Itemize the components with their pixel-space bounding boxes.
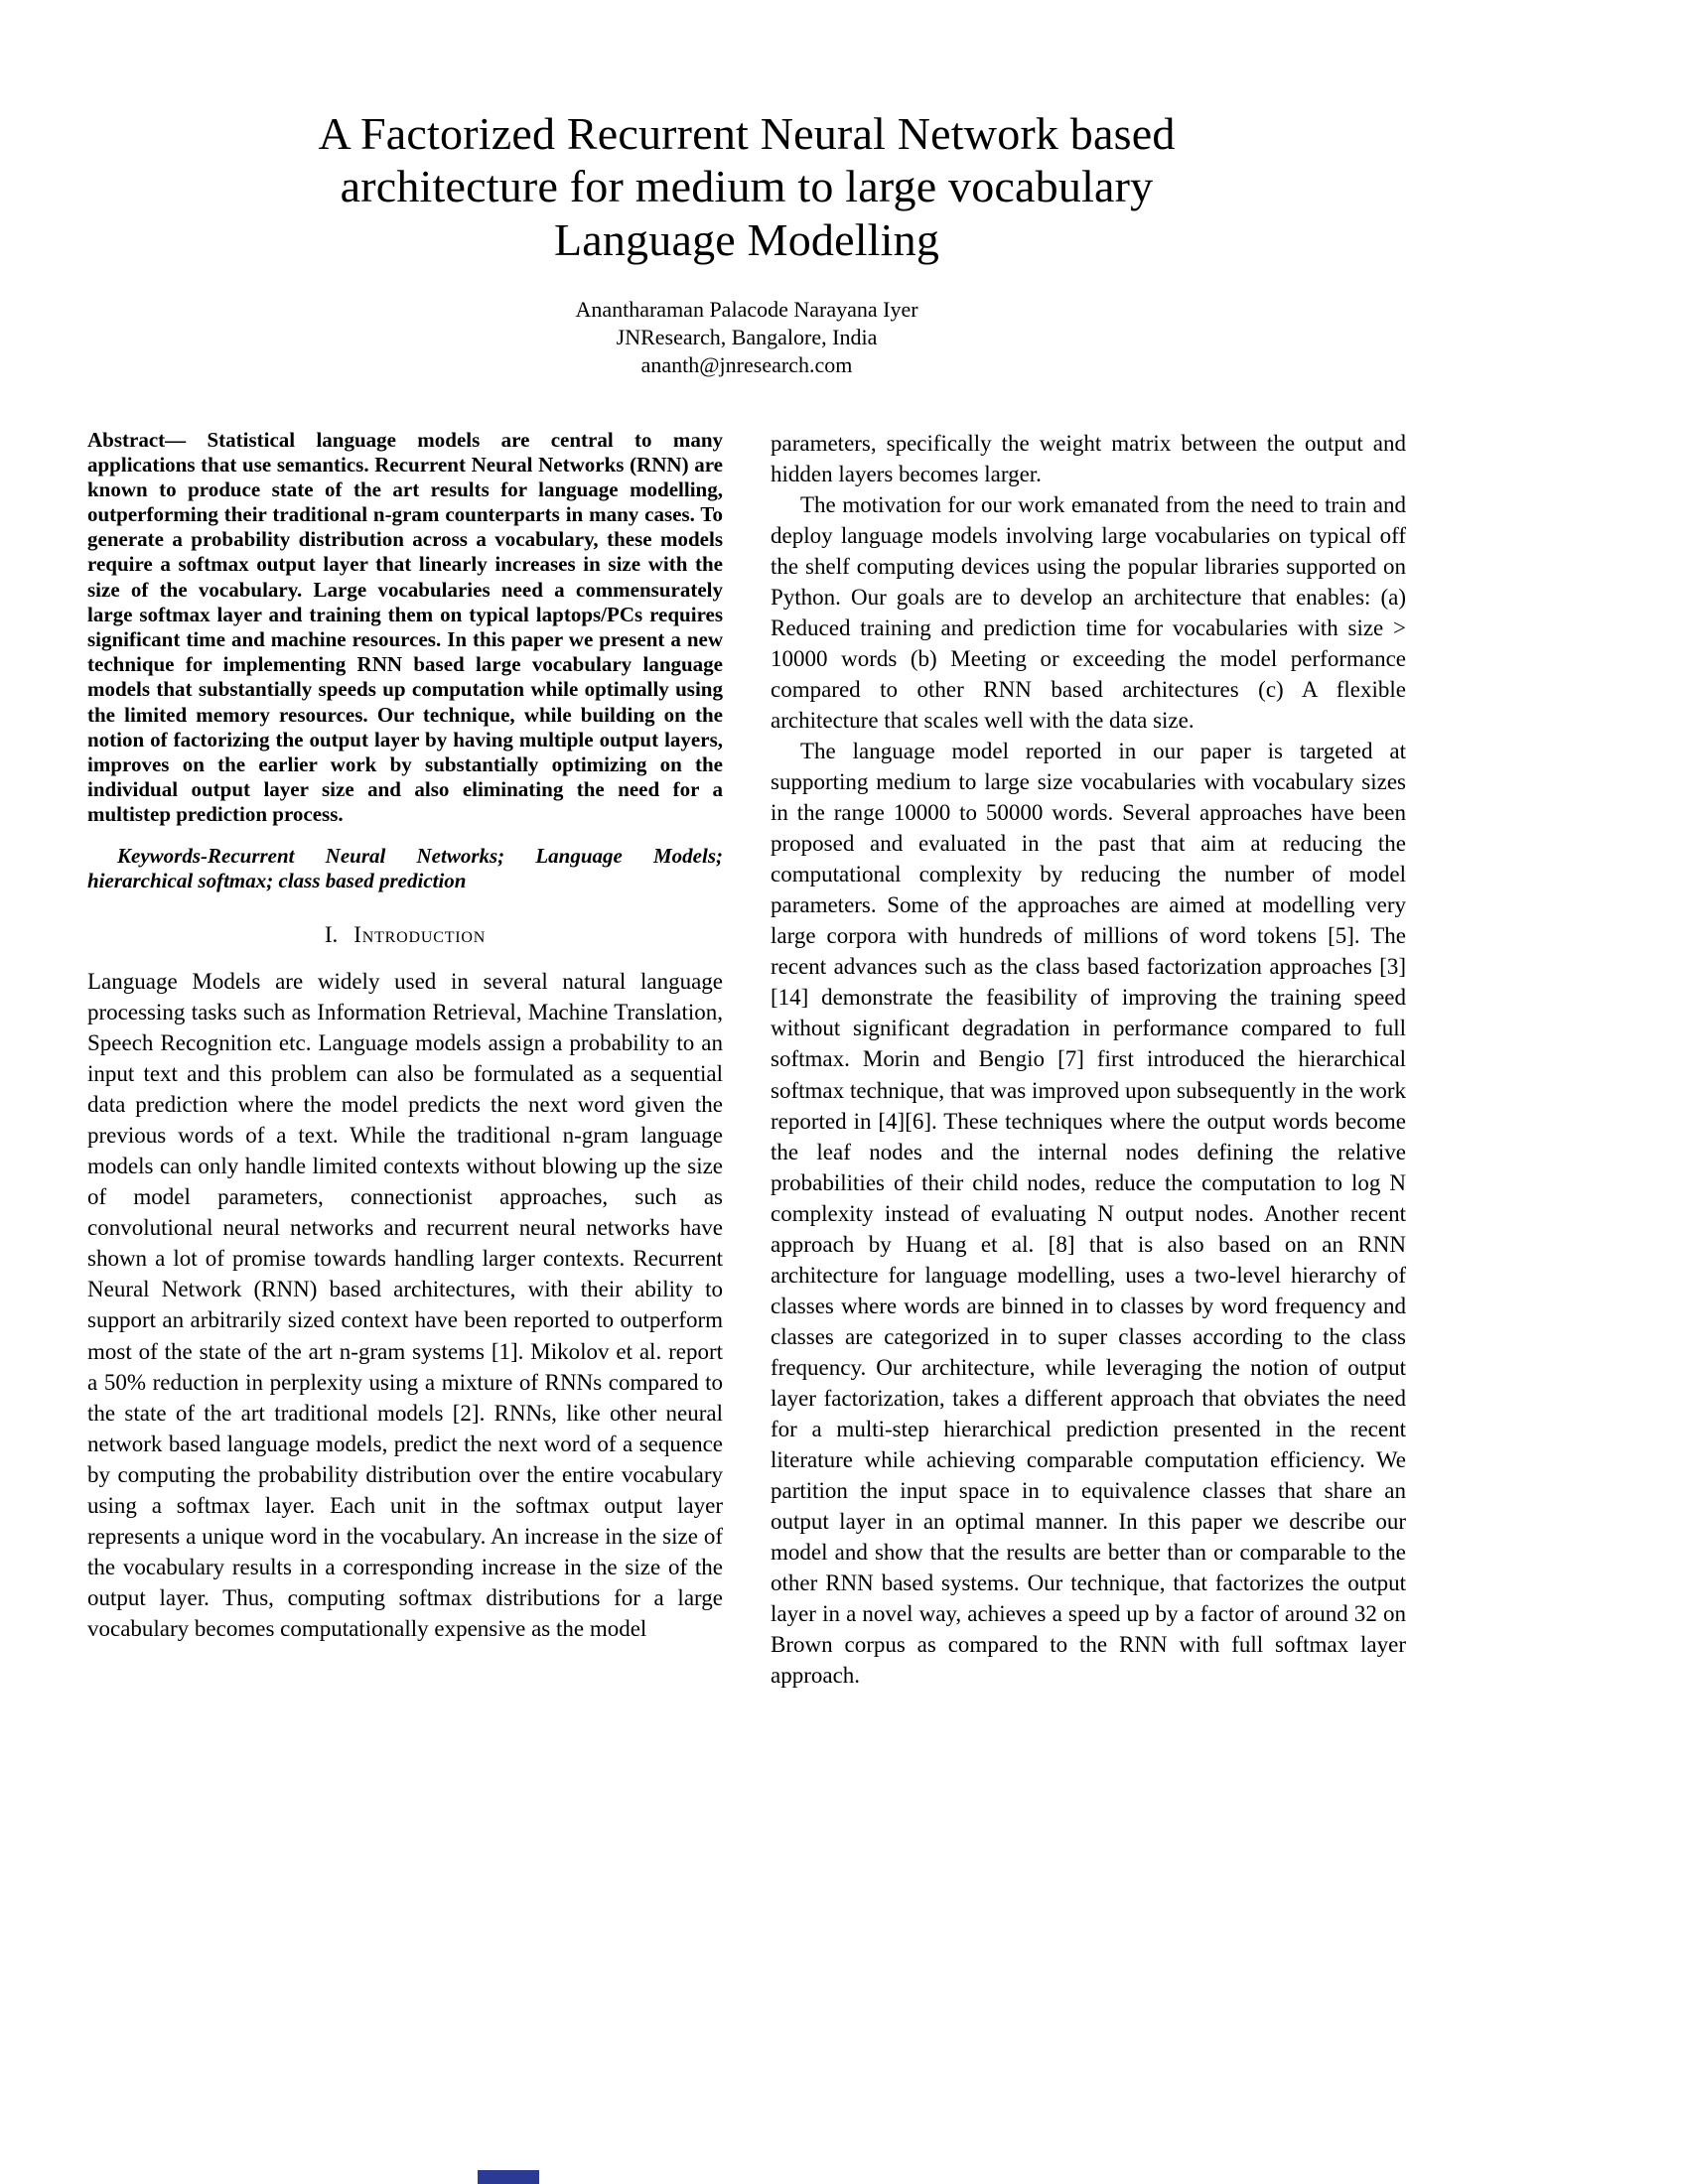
paper-title-line: A Factorized Recurrent Neural Network based bbox=[318, 108, 1176, 159]
right-column-paragraph-1: parameters, specifically the weight matrix between the output and hidden layers becomes larger. bbox=[771, 430, 1406, 486]
abstract-text: Statistical language models are central to many applications that use semantics. Recurrent Neural Networks (RNN) are known to produce state of the art results for language modelling, outperforming their traditional n-gram counterparts in many cases. To generate a probability distribution across a vocabulary, these models require a softmax output layer that linearly increases in size with the size of the vocabulary. Large vocabularies need a commensurately large softmax layer and training them on typical laptops/PCs requires significant time and machine resources. In this paper we present a new technique for implementing RNN based large vocabulary language models that substantially speeds up computation while optimally using the limited memory resources. Our technique, while building on the notion of factorizing the output layer by having multiple output layers, improves on the earlier work by substantially optimizing on the individual output layer size and also eliminating the need for a multistep prediction process. bbox=[87, 427, 723, 827]
two-column-body bbox=[87, 428, 1406, 1692]
paper-title bbox=[87, 107, 1406, 266]
intro-paragraph: Language Models are widely used in several natural language processing tasks such as Information Retrieval, Machine Translation, Speech Recognition etc. Language models assign a probability to an input text and this problem can also be formulated as a sequential data prediction where the model predicts the next word given the previous words of a text. While the traditional n-gram language models can only handle limited contexts without blowing up the size of model parameters, connectionist approaches, such as convolutional neural networks and recurrent neural networks have shown a lot of promise towards handling larger contexts. Recurrent Neural Network (RNN) based architectures, with their ability to support an arbitrarily sized context have been reported to outperform most of the state of the art n-gram systems [1]. Mikolov et al. report a 50% reduction in perplexity using a mixture of RNNs compared to the state of the art traditional models [2]. RNNs, like other neural network based language models, predict the next word of a sequence by computing the probability distribution over the entire vocabulary using a softmax layer. Each unit in the softmax output layer represents a unique word in the vocabulary. An increase in the size of the vocabulary results in a corresponding increase in the size of the output layer. Thus, computing softmax distributions for a large vocabulary becomes computationally expensive as the model bbox=[87, 968, 723, 1641]
section-heading-introduction bbox=[87, 919, 723, 950]
abstract-paragraph bbox=[87, 428, 723, 828]
paper-title-line: Language Modelling bbox=[553, 213, 940, 265]
right-column-paragraph-2: The motivation for our work emanated from the need to train and deploy language models involving large vocabularies on typical off the shelf computing devices using the popular libraries supported on Python. Our goals are to develop an architecture that enables: (a) Reduced training and prediction time for vocabularies with size > 10000 words (b) Meeting or exceeding the model performance compared to other RNN based architectures (c) A flexible architecture that scales well with the data size. bbox=[771, 491, 1406, 733]
author-affiliation: JNResearch, Bangalore, India bbox=[616, 325, 878, 350]
paper-title-line: architecture for medium to large vocabulary bbox=[340, 161, 1154, 212]
left-column bbox=[87, 428, 723, 1692]
next-page-edge-artifact bbox=[478, 2170, 539, 2184]
author-email: ananth@jnresearch.com bbox=[640, 352, 853, 378]
author-block bbox=[87, 296, 1406, 379]
section-title: Introduction bbox=[353, 921, 487, 947]
page-content bbox=[87, 107, 1406, 1691]
author-name: Anantharaman Palacode Narayana Iyer bbox=[575, 297, 918, 323]
abstract-label: Abstract— bbox=[87, 427, 187, 452]
section-number: I. bbox=[324, 921, 339, 947]
right-column-paragraph-3: The language model reported in our paper is targeted at supporting medium to large size vocabularies with vocabulary sizes in the range 10000 to 50000 words. Several approaches have been proposed and evaluated in the past that aim at reducing the computational complexity by reducing the number of model parameters. Some of the approaches are aimed at modelling very large corpora with hundreds of millions of word tokens [5]. The recent advances such as the class based factorization approaches [3][14] demonstrate the feasibility of improving the training speed without significant degradation in performance compared to full softmax. Morin and Bengio [7] first introduced the hierarchical softmax technique, that was improved upon subsequently in the work reported in [4][6]. These techniques where the output words become the leaf nodes and the internal nodes defining the relative probabilities of their child nodes, reduce the computation to log N complexity instead of evaluating N output nodes. Another recent approach by Huang et al. [8] that is also based on an RNN architecture for language modelling, uses a two-level hierarchy of classes where words are binned in to classes by word frequency and classes are categorized in to super classes according to the class frequency. Our architecture, while leveraging the notion of output layer factorization, takes a different approach that obviates the need for a multi-step hierarchical prediction presented in the recent literature while achieving comparable computation efficiency. We partition the input space in to equivalence classes that share an output layer in an optimal manner. In this paper we describe our model and show that the results are better than or comparable to the other RNN based systems. Our technique, that factorizes the output layer in a novel way, achieves a speed up by a factor of around 32 on Brown corpus as compared to the RNN with full softmax layer approach. bbox=[771, 739, 1406, 1689]
keywords-paragraph: Keywords-Recurrent Neural Networks; Language Models; hierarchical softmax; class based prediction bbox=[87, 843, 723, 892]
right-column bbox=[771, 428, 1406, 1692]
